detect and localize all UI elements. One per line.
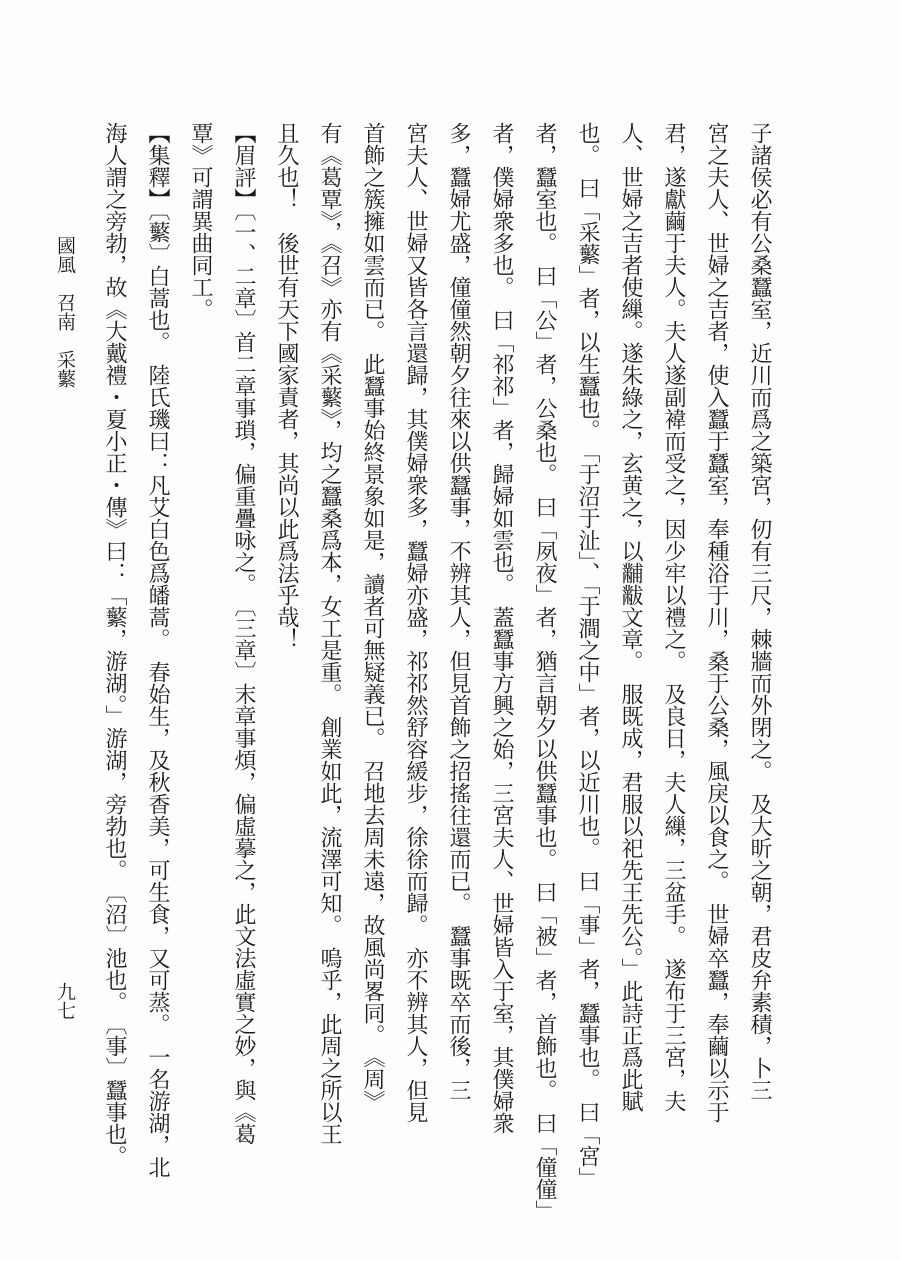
text-column: 多，蠶婦尤盛，僮僮然朝夕往來以供蠶事，不辨其人，但見首飾之招搖往還而已。 蠶事既卒而後，三 [447, 122, 472, 1101]
text-column-meiping: 【眉評】〔一、二章〕首二章事瑣，偏重疊咏之。 〔三章〕末章事煩，偏虛摹之，此文法虛實之妙，與《葛 [232, 122, 257, 1145]
text-column-jishi: 【集釋】〔蘩〕白蒿也。 陸氏璣曰：凡艾白色爲皤蒿。 春始生，及秋香美，可生食，又可蒸。 一名游湖，北 [146, 122, 171, 1178]
text-column: 君，遂獻繭于夫人。夫人遂副褘而受之，因少牢以禮之。 及良日，夫人繅，三盆手。 遂布于三宮，夫 [662, 122, 687, 1112]
text-column: 宮之夫人、世婦之吉者，使入蠶于蠶室，奉種浴于川，桑于公桑，風戾以食之。 世婦卒蠶，奉繭以示于 [705, 122, 730, 1123]
text-column: 人、世婦之吉者使繅。遂朱綠之，玄黄之，以黼黻文章。 服既成，君服以祀先王先公。」此詩正爲此賦 [619, 122, 644, 1112]
text-column: 者，蠶室也。 曰「公」者，公桑也。 曰「夙夜」者，猶言朝夕以供蠶事也。 曰「被」者，首飾也。 曰「僮僮」 [533, 122, 558, 1222]
main-text-block [94, 122, 782, 1222]
text-column: 覃》可謂異曲同工。 [189, 122, 214, 320]
text-column: 宮夫人、世婦又皆各言還歸，其僕婦衆多，蠶婦亦盛，祁祁然舒容緩步，徐徐而歸。 亦不辨其人，但見 [404, 122, 429, 1123]
text-column: 也。 曰「采蘩」者，以生蠶也。 「于沼于沚」、「于澗之中」者，以近川也。 曰「事」者，蠶事也。 曰「宮」 [576, 122, 601, 1189]
text-column: 且久也！ 後世有天下國家責者，其尚以此爲法乎哉！ [275, 122, 300, 650]
text-column: 海人謂之旁勃，故《大戴禮・夏小正・傳》曰：「蘩，游湖。」游湖，旁勃也。 〔沼〕池也。 〔事〕蠶事也。 [103, 122, 128, 1167]
text-column: 首飾之簇擁如雲而已。 此蠶事始終景象如是，讀者可無疑義已。 召地去周未遠，故風尚畧同。 《周》 [361, 122, 386, 1112]
text-column: 有《葛覃》，《召》亦有《采蘩》，均之蠶桑爲本，女工是重。 創業如此，流澤可知。 嗚乎，此周之所以王 [318, 122, 343, 1145]
page-number: 九七 [54, 982, 75, 1020]
margin-title: 國風 召南 采蘩 [54, 236, 75, 388]
text-column: 者，僕婦衆多也。 曰「祁祁」者，歸婦如雲也。 蓋蠶事方興之始，三宮夫人、世婦皆入于室，其僕婦衆 [490, 122, 515, 1134]
text-column: 子諸侯必有公桑蠶室，近川而爲之築宮，仞有三尺，棘牆而外閉之。 及大昕之朝，君皮弁素積，卜三 [748, 122, 773, 1101]
